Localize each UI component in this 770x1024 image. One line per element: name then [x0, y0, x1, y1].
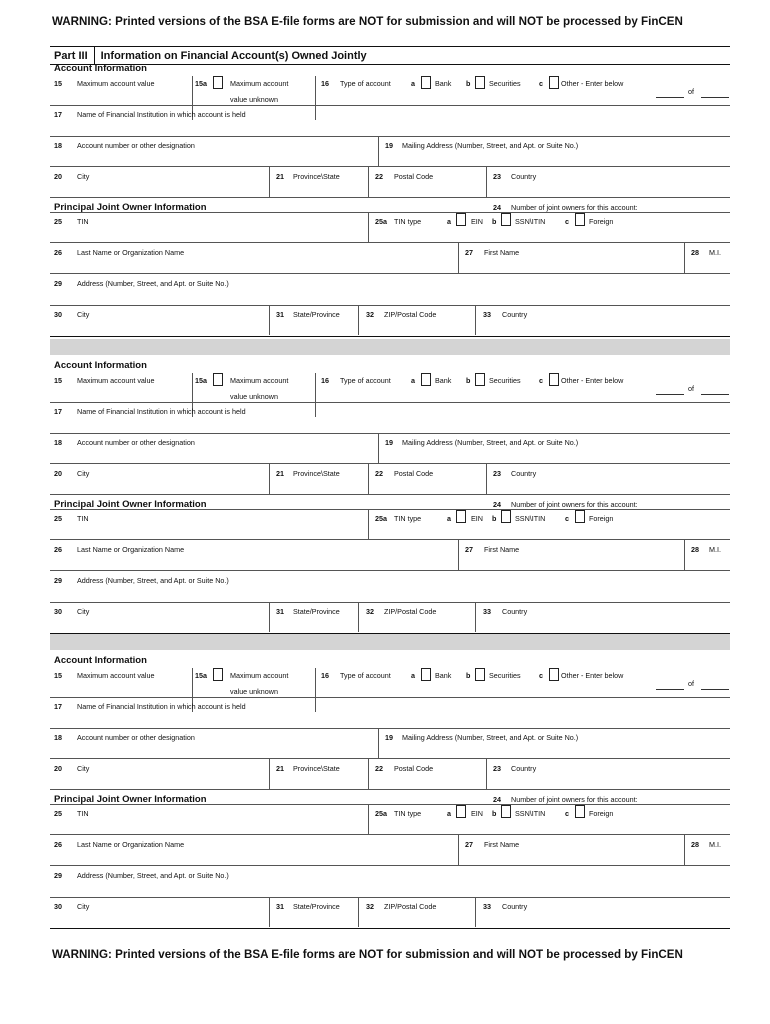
of-label: of — [688, 679, 694, 688]
securities-checkbox[interactable] — [475, 76, 485, 89]
zip-label: ZIP/Postal Code — [384, 607, 437, 616]
max-value-label: Maximum account value — [77, 671, 155, 680]
mailing-label: Mailing Address (Number, Street, and Apt. or Suite No.) — [402, 733, 579, 742]
tin-type-label: TIN type — [394, 217, 422, 226]
item-number: 20 — [54, 172, 62, 181]
tin-label: TIN — [77, 809, 89, 818]
option-letter: b — [492, 217, 497, 226]
option-letter: a — [447, 217, 451, 226]
ein-checkbox[interactable] — [456, 213, 466, 226]
item-number: 30 — [54, 310, 62, 319]
securities-label: Securities — [489, 671, 521, 680]
ssn-label: SSN\ITIN — [515, 514, 546, 523]
city-label: City — [77, 469, 90, 478]
ein-label: EIN — [471, 809, 483, 818]
mi-label: M.I. — [709, 840, 721, 849]
option-letter: a — [447, 809, 451, 818]
first-name-label: First Name — [484, 248, 520, 257]
item-number: 29 — [54, 576, 62, 585]
item-number: 31 — [276, 902, 284, 911]
last-name-label: Last Name or Organization Name — [77, 840, 185, 849]
max-unknown-label: Maximum account — [230, 671, 289, 680]
item-number: 28 — [691, 248, 699, 257]
max-unknown-checkbox[interactable] — [213, 373, 223, 386]
item-number: 29 — [54, 279, 62, 288]
max-unknown-label-2: value unknown — [230, 95, 278, 104]
item-number: 25a — [375, 217, 387, 226]
type-account-label: Type of account — [340, 376, 391, 385]
option-letter: c — [565, 809, 569, 818]
foreign-checkbox[interactable] — [575, 213, 585, 226]
principal-owner-heading: Principal Joint Owner Information — [54, 202, 207, 213]
postal-label: Postal Code — [394, 764, 434, 773]
fin-inst-label: Name of Financial Institution in which account is held — [77, 702, 246, 711]
country-label: Country — [511, 469, 537, 478]
item-number: 17 — [54, 407, 62, 416]
ein-label: EIN — [471, 514, 483, 523]
bank-checkbox[interactable] — [421, 373, 431, 386]
foreign-label: Foreign — [589, 809, 614, 818]
postal-label: Postal Code — [394, 172, 434, 181]
max-value-label: Maximum account value — [77, 376, 155, 385]
country-label: Country — [502, 902, 528, 911]
item-number: 32 — [366, 902, 374, 911]
city-label: City — [77, 310, 90, 319]
tin-type-label: TIN type — [394, 809, 422, 818]
option-letter: a — [411, 79, 415, 88]
account-info-heading: Account Information — [54, 360, 147, 371]
ssn-checkbox[interactable] — [501, 805, 511, 818]
item-number: 19 — [385, 141, 393, 150]
city-label: City — [77, 172, 90, 181]
item-number: 22 — [375, 764, 383, 773]
ssn-checkbox[interactable] — [501, 213, 511, 226]
of-label: of — [688, 384, 694, 393]
item-number: 25 — [54, 809, 62, 818]
country-label: Country — [511, 764, 537, 773]
account-section — [50, 57, 730, 339]
other-checkbox[interactable] — [549, 668, 559, 681]
country-label: Country — [502, 607, 528, 616]
type-account-label: Type of account — [340, 79, 391, 88]
item-number: 25 — [54, 514, 62, 523]
item-number: 24 — [493, 795, 501, 804]
ein-checkbox[interactable] — [456, 805, 466, 818]
item-number: 23 — [493, 764, 501, 773]
item-number: 15a — [195, 671, 207, 680]
of-label: of — [688, 87, 694, 96]
bank-label: Bank — [435, 79, 452, 88]
item-number: 21 — [276, 764, 284, 773]
option-letter: c — [539, 376, 543, 385]
item-number: 23 — [493, 172, 501, 181]
mi-label: M.I. — [709, 545, 721, 554]
securities-label: Securities — [489, 376, 521, 385]
warning-bottom: WARNING: Printed versions of the BSA E-file forms are NOT for submission and will NOT be processed by FinCEN — [52, 948, 683, 961]
item-number: 16 — [321, 671, 329, 680]
type-account-label: Type of account — [340, 671, 391, 680]
item-number: 27 — [465, 840, 473, 849]
province-state-label: Province\State — [293, 469, 340, 478]
option-letter: b — [466, 79, 471, 88]
ssn-label: SSN\ITIN — [515, 217, 546, 226]
item-number: 16 — [321, 79, 329, 88]
foreign-checkbox[interactable] — [575, 805, 585, 818]
foreign-checkbox[interactable] — [575, 510, 585, 523]
address-label: Address (Number, Street, and Apt. or Suite No.) — [77, 576, 229, 585]
form-part-iii — [50, 46, 730, 929]
address-label: Address (Number, Street, and Apt. or Suite No.) — [77, 279, 229, 288]
item-number: 19 — [385, 438, 393, 447]
acct-number-label: Account number or other designation — [77, 438, 195, 447]
country-label: Country — [511, 172, 537, 181]
num-owners-label: Number of joint owners for this account: — [511, 203, 638, 212]
first-name-label: First Name — [484, 545, 520, 554]
max-unknown-checkbox[interactable] — [213, 76, 223, 89]
item-number: 26 — [54, 248, 62, 257]
item-number: 28 — [691, 545, 699, 554]
of-field-right[interactable] — [701, 689, 729, 690]
item-number: 17 — [54, 702, 62, 711]
tin-type-label: TIN type — [394, 514, 422, 523]
item-number: 22 — [375, 469, 383, 478]
city-label: City — [77, 607, 90, 616]
option-letter: b — [466, 671, 471, 680]
fin-inst-label: Name of Financial Institution in which account is held — [77, 110, 246, 119]
other-checkbox[interactable] — [549, 373, 559, 386]
tin-label: TIN — [77, 514, 89, 523]
foreign-label: Foreign — [589, 217, 614, 226]
option-letter: c — [539, 79, 543, 88]
section-separator — [50, 634, 730, 650]
item-number: 27 — [465, 545, 473, 554]
item-number: 27 — [465, 248, 473, 257]
item-number: 18 — [54, 438, 62, 447]
state-province-label: State/Province — [293, 607, 340, 616]
item-number: 23 — [493, 469, 501, 478]
option-letter: c — [565, 217, 569, 226]
item-number: 21 — [276, 172, 284, 181]
item-number: 24 — [493, 203, 501, 212]
province-state-label: Province\State — [293, 172, 340, 181]
fin-inst-label: Name of Financial Institution in which account is held — [77, 407, 246, 416]
other-label: Other - Enter below — [561, 671, 624, 680]
tin-label: TIN — [77, 217, 89, 226]
item-number: 31 — [276, 310, 284, 319]
mailing-label: Mailing Address (Number, Street, and Apt. or Suite No.) — [402, 438, 579, 447]
bank-label: Bank — [435, 376, 452, 385]
postal-label: Postal Code — [394, 469, 434, 478]
num-owners-label: Number of joint owners for this account: — [511, 500, 638, 509]
mi-label: M.I. — [709, 248, 721, 257]
item-number: 25a — [375, 514, 387, 523]
option-letter: b — [466, 376, 471, 385]
max-unknown-label-2: value unknown — [230, 392, 278, 401]
ein-checkbox[interactable] — [456, 510, 466, 523]
section-separator — [50, 339, 730, 355]
item-number: 19 — [385, 733, 393, 742]
item-number: 20 — [54, 469, 62, 478]
city-label: City — [77, 764, 90, 773]
ssn-label: SSN\ITIN — [515, 809, 546, 818]
zip-label: ZIP/Postal Code — [384, 310, 437, 319]
item-number: 30 — [54, 607, 62, 616]
max-unknown-label: Maximum account — [230, 376, 289, 385]
option-letter: a — [411, 671, 415, 680]
first-name-label: First Name — [484, 840, 520, 849]
of-field-right[interactable] — [701, 394, 729, 395]
bank-checkbox[interactable] — [421, 668, 431, 681]
province-state-label: Province\State — [293, 764, 340, 773]
acct-number-label: Account number or other designation — [77, 141, 195, 150]
mailing-label: Mailing Address (Number, Street, and Apt. or Suite No.) — [402, 141, 579, 150]
item-number: 18 — [54, 733, 62, 742]
other-checkbox[interactable] — [549, 76, 559, 89]
ein-label: EIN — [471, 217, 483, 226]
item-number: 31 — [276, 607, 284, 616]
account-info-heading: Account Information — [54, 655, 147, 666]
max-unknown-label: Maximum account — [230, 79, 289, 88]
item-number: 20 — [54, 764, 62, 773]
state-province-label: State/Province — [293, 902, 340, 911]
option-letter: a — [447, 514, 451, 523]
principal-owner-heading: Principal Joint Owner Information — [54, 794, 207, 805]
zip-label: ZIP/Postal Code — [384, 902, 437, 911]
last-name-label: Last Name or Organization Name — [77, 248, 185, 257]
item-number: 15a — [195, 79, 207, 88]
item-number: 21 — [276, 469, 284, 478]
item-number: 28 — [691, 840, 699, 849]
option-letter: b — [492, 809, 497, 818]
item-number: 33 — [483, 902, 491, 911]
warning-top: WARNING: Printed versions of the BSA E-file forms are NOT for submission and will NOT be processed by FinCEN — [52, 15, 683, 28]
item-number: 15a — [195, 376, 207, 385]
num-owners-label: Number of joint owners for this account: — [511, 795, 638, 804]
item-number: 33 — [483, 607, 491, 616]
part-tag: Part III — [50, 47, 95, 64]
item-number: 32 — [366, 607, 374, 616]
bank-checkbox[interactable] — [421, 76, 431, 89]
acct-number-label: Account number or other designation — [77, 733, 195, 742]
item-number: 18 — [54, 141, 62, 150]
state-province-label: State/Province — [293, 310, 340, 319]
country-label: Country — [502, 310, 528, 319]
address-label: Address (Number, Street, and Apt. or Suite No.) — [77, 871, 229, 880]
city-label: City — [77, 902, 90, 911]
item-number: 15 — [54, 671, 62, 680]
part-title: Information on Financial Account(s) Owned Jointly — [100, 49, 367, 62]
item-number: 25 — [54, 217, 62, 226]
securities-label: Securities — [489, 79, 521, 88]
item-number: 33 — [483, 310, 491, 319]
principal-owner-heading: Principal Joint Owner Information — [54, 499, 207, 510]
of-field-right[interactable] — [701, 97, 729, 98]
item-number: 26 — [54, 545, 62, 554]
item-number: 29 — [54, 871, 62, 880]
foreign-label: Foreign — [589, 514, 614, 523]
of-field-left[interactable] — [656, 689, 684, 690]
ssn-checkbox[interactable] — [501, 510, 511, 523]
item-number: 16 — [321, 376, 329, 385]
item-number: 30 — [54, 902, 62, 911]
securities-checkbox[interactable] — [475, 668, 485, 681]
last-name-label: Last Name or Organization Name — [77, 545, 185, 554]
item-number: 26 — [54, 840, 62, 849]
item-number: 25a — [375, 809, 387, 818]
of-field-left[interactable] — [656, 394, 684, 395]
item-number: 32 — [366, 310, 374, 319]
item-number: 15 — [54, 79, 62, 88]
other-label: Other - Enter below — [561, 79, 624, 88]
account-section — [50, 339, 730, 634]
item-number: 15 — [54, 376, 62, 385]
option-letter: c — [565, 514, 569, 523]
of-field-left[interactable] — [656, 97, 684, 98]
item-number: 24 — [493, 500, 501, 509]
max-unknown-label-2: value unknown — [230, 687, 278, 696]
account-section — [50, 634, 730, 929]
account-info-heading: Account Information — [54, 63, 147, 74]
option-letter: a — [411, 376, 415, 385]
option-letter: c — [539, 671, 543, 680]
max-unknown-checkbox[interactable] — [213, 668, 223, 681]
bank-label: Bank — [435, 671, 452, 680]
item-number: 17 — [54, 110, 62, 119]
other-label: Other - Enter below — [561, 376, 624, 385]
item-number: 22 — [375, 172, 383, 181]
option-letter: b — [492, 514, 497, 523]
max-value-label: Maximum account value — [77, 79, 155, 88]
securities-checkbox[interactable] — [475, 373, 485, 386]
